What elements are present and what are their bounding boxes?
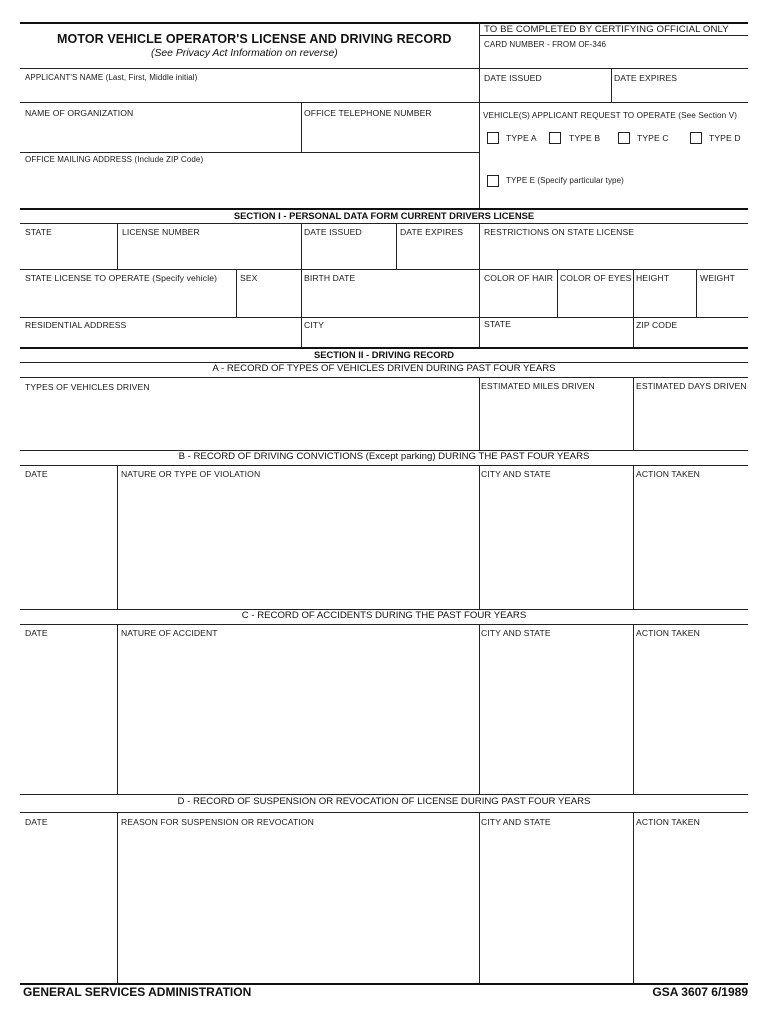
rule <box>479 223 480 347</box>
eye-color-field[interactable]: COLOR OF EYES <box>560 273 632 283</box>
rule <box>633 465 634 609</box>
violation-nature-field[interactable]: NATURE OR TYPE OF VIOLATION <box>121 469 261 479</box>
rule <box>696 269 697 317</box>
license-number-field[interactable]: LICENSE NUMBER <box>122 227 200 237</box>
form-subtitle: (See Privacy Act Information on reverse) <box>151 48 338 59</box>
applicant-name-field[interactable]: APPLICANT'S NAME (Last, First, Middle initial) <box>25 73 198 82</box>
estimated-days-field[interactable]: ESTIMATED DAYS DRIVEN <box>636 381 747 391</box>
section-2-title: SECTION II - DRIVING RECORD <box>313 349 455 360</box>
suspension-date-field[interactable]: DATE <box>25 817 48 827</box>
vehicles-request-label: VEHICLE(S) APPLICANT REQUEST TO OPERATE (See Section V) <box>483 111 738 120</box>
type-c-checkbox[interactable] <box>618 132 630 144</box>
gsa-3607-form <box>20 22 748 999</box>
rule <box>396 223 397 269</box>
type-d-label: TYPE D <box>709 133 741 143</box>
estimated-miles-field[interactable]: ESTIMATED MILES DRIVEN <box>481 381 595 391</box>
state-field[interactable]: STATE <box>25 227 52 237</box>
rule <box>20 465 748 466</box>
rule <box>479 377 480 450</box>
hair-color-field[interactable]: COLOR OF HAIR <box>484 273 554 283</box>
weight-field[interactable]: WEIGHT <box>700 273 735 283</box>
suspension-city-state-field[interactable]: CITY AND STATE <box>481 817 551 827</box>
conviction-date-field[interactable]: DATE <box>25 469 48 479</box>
rule <box>633 269 634 347</box>
height-field[interactable]: HEIGHT <box>636 273 670 283</box>
zip-code-field[interactable]: ZIP CODE <box>636 320 678 330</box>
type-e-label: TYPE E (Specify particular type) <box>506 176 624 185</box>
types-vehicles-driven-field[interactable]: TYPES OF VEHICLES DRIVEN <box>25 382 150 392</box>
organization-name-field[interactable]: NAME OF ORGANIZATION <box>25 108 134 118</box>
rule <box>557 269 558 317</box>
type-a-label: TYPE A <box>506 133 537 143</box>
rule <box>20 377 748 378</box>
section-d-title: D - RECORD OF SUSPENSION OR REVOCATION OF LICENSE DURING PAST FOUR YEARS <box>177 796 591 807</box>
rule <box>611 68 612 102</box>
state-license-operate-field[interactable]: STATE LICENSE TO OPERATE (Specify vehicle) <box>25 273 218 283</box>
rule <box>479 624 480 794</box>
rule <box>20 794 748 795</box>
accident-nature-field[interactable]: NATURE OF ACCIDENT <box>121 628 218 638</box>
rule <box>479 465 480 609</box>
city-field[interactable]: CITY <box>304 320 324 330</box>
accident-date-field[interactable]: DATE <box>25 628 48 638</box>
date-expires-field[interactable]: DATE EXPIRES <box>614 73 678 83</box>
type-d-checkbox[interactable] <box>690 132 702 144</box>
rule <box>633 812 634 983</box>
date-issued-field[interactable]: DATE ISSUED <box>484 73 542 83</box>
conviction-city-state-field[interactable]: CITY AND STATE <box>481 469 551 479</box>
section-c-title: C - RECORD OF ACCIDENTS DURING THE PAST FOUR YEARS <box>241 610 527 621</box>
accident-city-state-field[interactable]: CITY AND STATE <box>481 628 551 638</box>
rule <box>117 624 118 794</box>
rule <box>633 377 634 450</box>
license-date-expires-field[interactable]: DATE EXPIRES <box>400 227 464 237</box>
birth-date-field[interactable]: BIRTH DATE <box>304 273 356 283</box>
form-title: MOTOR VEHICLE OPERATOR'S LICENSE AND DRIVING RECORD <box>57 32 452 46</box>
restrictions-field[interactable]: RESTRICTIONS ON STATE LICENSE <box>484 227 635 237</box>
residential-state-field[interactable]: STATE <box>484 319 511 329</box>
suspension-action-field[interactable]: ACTION TAKEN <box>636 817 700 827</box>
section-1-title: SECTION I - PERSONAL DATA FORM CURRENT DRIVERS LICENSE <box>233 210 535 221</box>
certifying-official-banner: TO BE COMPLETED BY CERTIFYING OFFICIAL ONLY <box>484 24 729 35</box>
type-a-checkbox[interactable] <box>487 132 499 144</box>
rule <box>633 624 634 794</box>
residential-address-field[interactable]: RESIDENTIAL ADDRESS <box>25 320 127 330</box>
license-date-issued-field[interactable]: DATE ISSUED <box>304 227 362 237</box>
rule <box>20 102 748 103</box>
type-b-label: TYPE B <box>569 133 601 143</box>
rule <box>20 223 748 224</box>
rule <box>20 812 748 813</box>
type-e-checkbox[interactable] <box>487 175 499 187</box>
suspension-reason-field[interactable]: REASON FOR SUSPENSION OR REVOCATION <box>121 817 314 827</box>
rule <box>479 35 748 36</box>
card-number-field[interactable]: CARD NUMBER - FROM OF-346 <box>484 40 607 49</box>
rule <box>479 22 480 208</box>
rule <box>479 812 480 983</box>
rule <box>117 465 118 609</box>
rule <box>117 812 118 983</box>
conviction-action-field[interactable]: ACTION TAKEN <box>636 469 700 479</box>
sex-field[interactable]: SEX <box>240 273 258 283</box>
type-c-label: TYPE C <box>637 133 669 143</box>
rule <box>236 269 237 317</box>
section-b-title: B - RECORD OF DRIVING CONVICTIONS (Except parking) DURING THE PAST FOUR YEARS <box>178 451 590 462</box>
agency-name: GENERAL SERVICES ADMINISTRATION <box>23 985 252 999</box>
rule <box>20 68 748 69</box>
section-a-title: A - RECORD OF TYPES OF VEHICLES DRIVEN DURING PAST FOUR YEARS <box>212 363 556 374</box>
rule <box>301 102 302 152</box>
accident-action-field[interactable]: ACTION TAKEN <box>636 628 700 638</box>
rule <box>301 223 302 347</box>
rule <box>20 624 748 625</box>
rule <box>117 223 118 269</box>
type-b-checkbox[interactable] <box>549 132 561 144</box>
mailing-address-field[interactable]: OFFICE MAILING ADDRESS (Include ZIP Code) <box>25 155 204 164</box>
office-telephone-field[interactable]: OFFICE TELEPHONE NUMBER <box>304 108 432 118</box>
form-number: GSA 3607 6/1989 <box>652 985 748 999</box>
rule <box>20 317 748 318</box>
rule <box>20 152 479 153</box>
rule <box>20 269 748 270</box>
